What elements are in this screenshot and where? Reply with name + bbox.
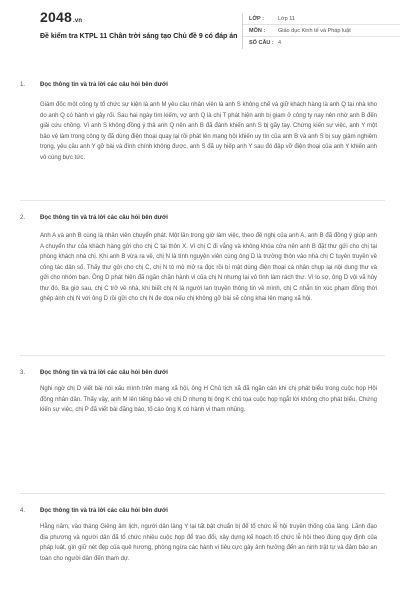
- question-header: [20, 364, 385, 382]
- meta-row-class: [243, 13, 400, 25]
- question-text: Nghi ngờ chị D viết bài nói xấu mình trên mạng xã hội, ông H Chủ tịch xã đã ngăn cản khi chị phát biểu trong cuộc họp Hội đồng nhân dân. Thấy vậy, anh M lên tiếng bảo vệ chị D nhưng bị ông K chủ tọa cuộc họp ngắt lời không cho phát biểu. Chứng kiến sự việc, chị P đã viết bài đăng báo, tố cáo ông K có hành vi tham nhũng.: [40, 386, 377, 413]
- question-text: Anh A và anh B cùng là nhân viên chuyển phát. Một lần trong giờ làm việc, theo đề nghị của anh A, anh B đã đồng ý giúp anh A chuyển thư của khách hàng gửi cho chị C tại thôn X. Vì chị C đi vắng và không khóa cửa nên anh B đặt thư gửi cho chị tại phòng khách nhà chị. Khi anh B vừa ra về, chị N là tình nguyện viên cùng ông D là trưởng thôn vào nhà chị C tuyên truyền về công tác dân số. Thấy thư gửi cho chị C, chị N tò mò mở ra đọc rồi bí mật dùng điện thoại cá nhân chụp lại nội dung thư và gửi cho nhóm bạn. Ông D phát hiện đã ngăn chặn hành vi của chị N nhưng lại vô tình làm rách thư. Vì lo sợ, ông D vội vã hủy thư đó. Ba giờ sau, chị C trở về nhà, khi biết chị N là người lan truyền thông tin về mình, chị C nhắn tin xúc phạm đồng thời ghép ảnh chị N với ông D rồi gửi cho chị N đe dọa nếu chị không gỡ bài sẽ công khai lên mạng xã hội.: [40, 233, 377, 302]
- meta-row-subject: [243, 25, 400, 37]
- meta-value: Lớp 11: [278, 15, 295, 22]
- question-heading: Đọc thông tin và trả lời các câu hỏi bên dưới: [40, 508, 168, 514]
- question-header: [20, 76, 385, 94]
- logo-text: 2048: [40, 9, 72, 25]
- question-heading: Đọc thông tin và trả lời các câu hỏi bên dưới: [40, 215, 168, 221]
- question-header: [20, 502, 385, 520]
- question-number: 3.: [20, 370, 26, 376]
- document-meta-table: [242, 13, 400, 49]
- question-text: Hằng năm, vào tháng Giêng âm lịch, người dân làng Y lại tất bật chuẩn bị để tổ chức lễ hội truyền thống của làng. Lãnh đạo địa phương và người dân đã tổ chức nhiều cuộc họp để trao đổi, xây dựng kế hoạch tổ chức lễ hội theo đúng quy định của pháp luật, gìn giữ nét đẹp của quê hương, phòng ngừa các hành vi tiêu cực gây ảnh hưởng đến an ninh trật tự và đảm bảo an toàn cho người dân đến tham dự.: [40, 524, 377, 562]
- question-number: 4.: [20, 508, 26, 514]
- question-header: [20, 209, 385, 227]
- document-title: Đề kiểm tra KTPL 11 Chân trời sáng tạo Chủ đề 9 có đáp án: [40, 33, 238, 40]
- document-header: [20, 0, 380, 70]
- logo-suffix: .vn: [72, 18, 83, 24]
- meta-label: SỐ CÂU :: [249, 40, 274, 46]
- question-number: 2.: [20, 215, 26, 221]
- site-logo[interactable]: [40, 9, 82, 25]
- meta-row-question-count: [243, 37, 400, 49]
- question-item: [20, 502, 385, 600]
- question-heading: Đọc thông tin và trả lời các câu hỏi bên dưới: [40, 82, 168, 88]
- question-item: [20, 364, 385, 494]
- meta-label: LỚP :: [249, 15, 264, 22]
- question-list: [20, 76, 385, 600]
- meta-value: 4: [278, 40, 282, 46]
- meta-value: Giáo dục Kinh tế và Pháp luật: [278, 27, 351, 34]
- question-item: [20, 209, 385, 356]
- question-item: [20, 76, 385, 201]
- question-number: 1.: [20, 82, 26, 88]
- question-heading: Đọc thông tin và trả lời các câu hỏi bên dưới: [40, 370, 168, 376]
- question-text: Giám đốc một công ty tổ chức sự kiện là anh M yêu cầu nhân viên là anh S không chế và giữ khách hàng là anh Q tại nhà kho do anh Q có hành vi gây rối. Sau hai ngày tìm kiếm, vợ anh Q là chị T phát hiện anh bị giam ở công ty nay nên nhờ anh B đến giải cứu chồng. Vì anh S không đồng ý thả anh Q nên anh B đã đánh khiến anh S bị gãy tay. Chứng kiến sự việc, anh Y một bảo vệ làm trong công ty đã dùng điện thoại quay lại rồi phát lên mạng hội khiến uy tín của anh B và anh S bị suy giảm nghiêm trọng, yêu cầu anh Y gỡ bài và đính chính không được, anh S đã uy hiếp anh Y sau đó đập vỡ điện thoại của anh Y khiến anh vô cùng bực tức.: [40, 102, 377, 161]
- meta-label: MÔN :: [249, 27, 266, 34]
